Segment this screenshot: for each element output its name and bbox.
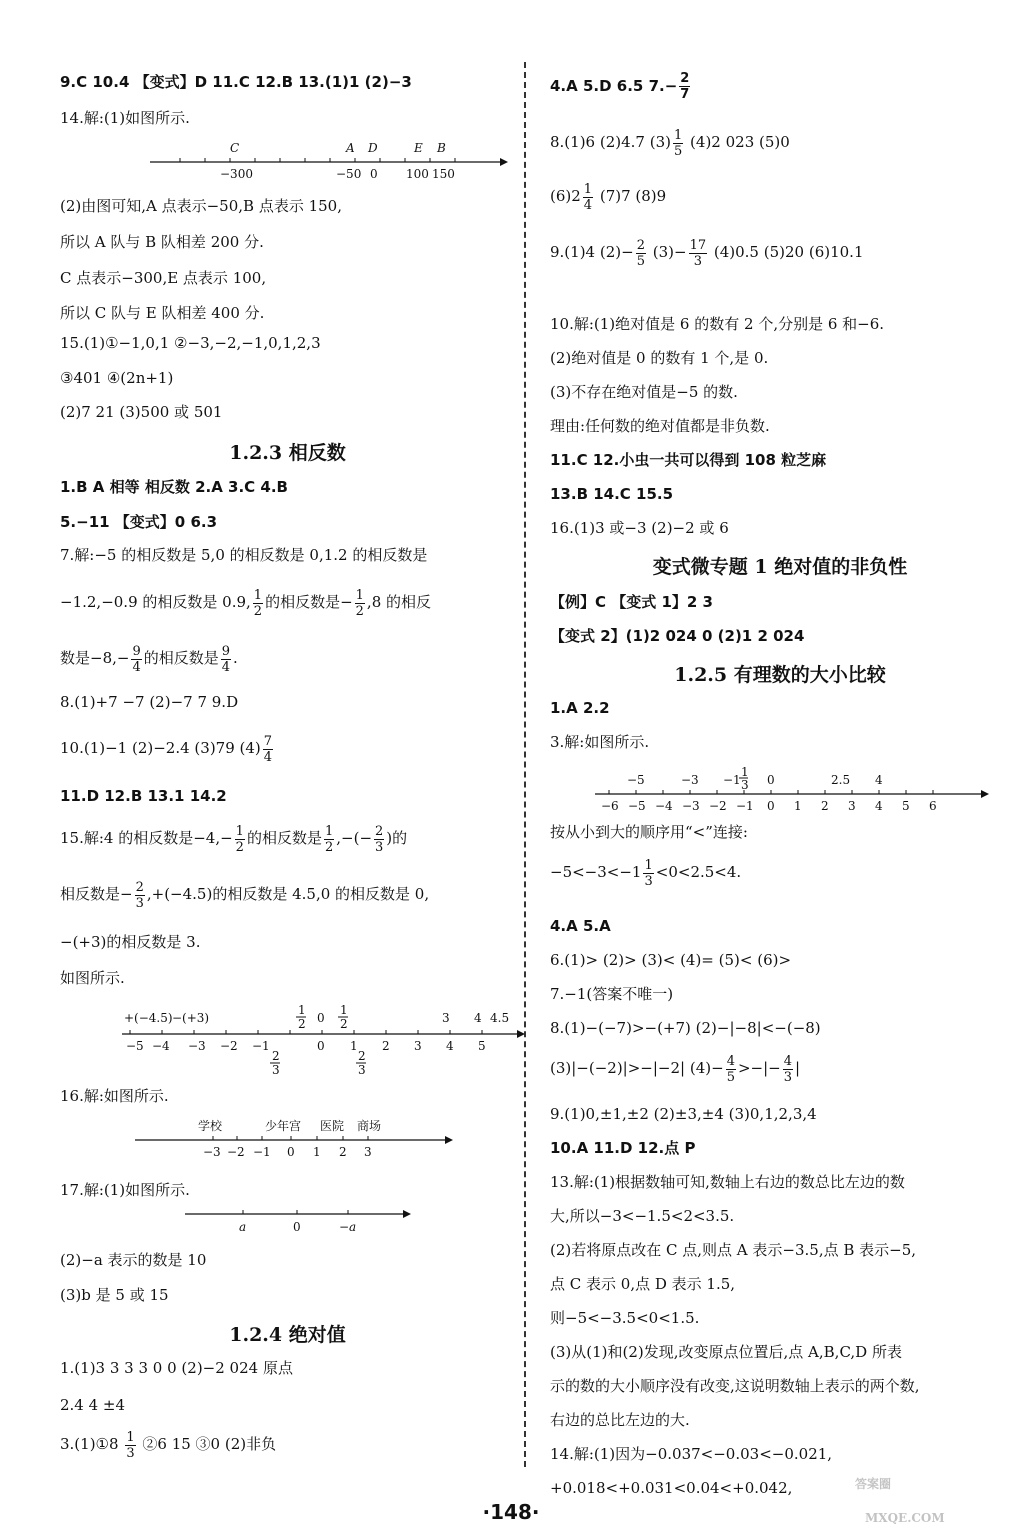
text-run: −1.2,−0.9 的相反数是 0.9, [60, 593, 251, 611]
answer-line: 点 C 表示 0,点 D 表示 1.5, [550, 1275, 736, 1293]
point-label-two-thirds: 2 [272, 1049, 280, 1063]
answer-line: ③401 ④(2n+1) [60, 369, 174, 387]
answer-line: C 点表示−300,E 点表示 100, [60, 269, 267, 287]
tick-label: 1 [313, 1145, 321, 1159]
fraction: $\frac{2}{7}$ [680, 71, 690, 102]
point-label: −1 [723, 773, 741, 787]
point-label-a: A [346, 141, 355, 155]
text-run: . [233, 649, 238, 667]
answer-line: 10.解:(1)绝对值是 6 的数有 2 个,分别是 6 和−6. [550, 315, 885, 333]
answer-line: (2)由图可知,A 点表示−50,B 点表示 150, [60, 197, 342, 215]
text-run: 15.解:4 的相反数是−4,− [60, 829, 233, 847]
tick-label: −50 [336, 167, 362, 181]
answer-line: (2)绝对值是 0 的数有 1 个,是 0. [550, 349, 769, 367]
tick-label: −4 [655, 799, 673, 813]
number-line-q14 [150, 132, 510, 182]
answer-line: 14.解:(1)因为−0.037<−0.03<−0.021, [550, 1445, 833, 1463]
answer-line: 8.(1)−(−7)>−(+7) (2)−|−8|<−(−8) [550, 1019, 821, 1037]
text-run: 的相反数是 [143, 649, 219, 667]
tick-label: 3 [414, 1039, 422, 1053]
fraction: $\frac{1}{5}$ [674, 127, 683, 159]
place-label: 商场 [357, 1119, 382, 1133]
point-label-third: 3 [741, 778, 749, 792]
text-run: (3)− [647, 243, 687, 261]
tick-label: −2 [227, 1145, 245, 1159]
answer-line [550, 1050, 800, 1086]
fraction: $\frac{7}{4}$ [263, 733, 273, 765]
tick-label: −1 [736, 799, 754, 813]
point-label-two-thirds: 3 [272, 1063, 280, 1077]
place-label: 学校 [198, 1119, 223, 1133]
text-run: ,+(−4.5)的相反数是 4.5,0 的相反数是 0, [146, 885, 430, 903]
point-label: 4 [875, 773, 883, 787]
tick-label: −3 [682, 799, 700, 813]
answer-line: (2)若将原点改在 C 点,则点 A 表示−3.5,点 B 表示−5, [550, 1241, 917, 1259]
tick-label: 1 [794, 799, 802, 813]
text-run: 10.(1)−1 (2)−2.4 (3)79 (4) [60, 739, 261, 757]
tick-label: 100 [406, 167, 429, 181]
answer-line: 1.A 2.2 [550, 699, 610, 717]
answer-line: 如图所示. [60, 969, 125, 987]
section-heading: 1.2.3 相反数 [229, 442, 346, 464]
answer-line: 16.解:如图所示. [60, 1087, 169, 1105]
column-divider [524, 62, 526, 1467]
answer-line [60, 1426, 276, 1462]
tick-label: 1 [350, 1039, 358, 1053]
point-label: −3 [681, 773, 699, 787]
answer-line: 11.C 12.小虫一共可以得到 108 粒芝麻 [550, 451, 827, 469]
text-run: ,8 的相反 [366, 593, 432, 611]
point-label: 0 [767, 773, 775, 787]
fraction: $\frac{1}{2}$ [235, 823, 244, 855]
tick-label: 150 [432, 167, 455, 181]
answer-line: 15.(1)①−1,0,1 ②−3,−2,−1,0,1,2,3 [60, 334, 321, 352]
answer-line: 9.(1)0,±1,±2 (2)±3,±4 (3)0,1,2,3,4 [550, 1105, 817, 1123]
tick-label: 0 [287, 1145, 295, 1159]
text-run: 3.(1)①8 [60, 1435, 124, 1453]
text-run: >−|− [737, 1059, 781, 1077]
point-label: 3 [442, 1011, 450, 1025]
tick-label: 6 [929, 799, 937, 813]
text-run: 相反数是− [60, 885, 133, 903]
point-label-d: D [368, 141, 378, 155]
tick-label: 3 [848, 799, 856, 813]
answer-line: 8.(1)+7 −7 (2)−7 7 9.D [60, 693, 239, 711]
text-run: 9.(1)4 (2)− [550, 243, 634, 261]
answer-line: 示的数的大小顺序没有改变,这说明数轴上表示的两个数, [550, 1377, 920, 1395]
fraction: $\frac{2}{3}$ [375, 823, 384, 855]
tick-label: 2 [382, 1039, 390, 1053]
fraction: $\frac{4}{3}$ [783, 1053, 793, 1085]
text-run: 4.A 5.D 6.5 7.− [550, 77, 678, 95]
section-heading: 1.2.5 有理数的大小比较 [674, 664, 886, 686]
tick-label: −5 [628, 799, 646, 813]
answer-line: 右边的总比左边的大. [550, 1411, 690, 1429]
watermark-url: MXQE.COM [865, 1511, 945, 1525]
fraction: $\frac{1}{2}$ [324, 823, 334, 855]
answer-line: 13.B 14.C 15.5 [550, 485, 674, 503]
text-run: 的相反数是− [265, 593, 353, 611]
point-label-half: 1 [340, 1003, 348, 1017]
text-run: <0<2.5<4. [655, 863, 742, 881]
point-label-two-thirds: 2 [358, 1049, 366, 1063]
point-label-neg-a: −a [339, 1220, 357, 1234]
tick-label: 0 [767, 799, 775, 813]
tick-label: 5 [902, 799, 910, 813]
tick-label: −2 [220, 1039, 238, 1053]
answer-line: 5.−11 【变式】0 6.3 [60, 513, 218, 531]
point-label: 0 [317, 1011, 325, 1025]
tick-label-origin: 0 [293, 1220, 301, 1234]
answer-line [550, 178, 666, 214]
tick-label: −300 [220, 167, 253, 181]
answer-line: 则−5<−3.5<0<1.5. [550, 1309, 700, 1327]
number-line-q15 [112, 998, 532, 1078]
answer-line: 按从小到大的顺序用“<”连接: [550, 823, 748, 841]
point-label-e: E [414, 141, 423, 155]
answer-line [550, 234, 864, 270]
point-label-half: 1 [298, 1003, 306, 1017]
tick-label: 2 [821, 799, 829, 813]
fraction: $\frac{1}{3}$ [126, 1429, 135, 1461]
point-label: 2.5 [831, 773, 851, 787]
fraction: $\frac{9}{4}$ [132, 643, 141, 675]
answer-line: 所以 C 队与 E 队相差 400 分. [60, 304, 265, 322]
fraction: $\frac{1}{3}$ [644, 857, 653, 889]
point-label: −(+3) [172, 1011, 210, 1025]
number-line-q3 [595, 764, 995, 820]
answer-line: 所以 A 队与 B 队相差 200 分. [60, 233, 264, 251]
point-label-c: C [230, 141, 240, 155]
answer-line: 1.(1)3 3 3 3 0 0 (2)−2 024 原点 [60, 1359, 293, 1377]
tick-label: −1 [252, 1039, 270, 1053]
text-run: (6)2 [550, 187, 581, 205]
tick-label: −2 [709, 799, 727, 813]
answer-line: 理由:任何数的绝对值都是非负数. [550, 417, 770, 435]
answer-line [550, 68, 692, 104]
text-run: | [795, 1059, 801, 1077]
fraction: $\frac{1}{4}$ [583, 181, 593, 213]
answer-line: 【变式 2】(1)2 024 0 (2)1 2 024 [550, 627, 805, 645]
answer-line: 3.解:如图所示. [550, 733, 650, 751]
tick-label: 2 [339, 1145, 347, 1159]
tick-label: 0 [317, 1039, 325, 1053]
text-run: 数是−8,− [60, 649, 130, 667]
answer-line [60, 730, 275, 766]
answer-line: +0.018<+0.031<0.04<+0.042, [550, 1479, 793, 1497]
answer-line: 1.B A 相等 相反数 2.A 3.C 4.B [60, 478, 288, 496]
tick-label: −6 [601, 799, 619, 813]
answer-line: 4.A 5.A [550, 917, 611, 935]
fraction: $\frac{9}{4}$ [221, 643, 231, 675]
point-label: 4 [474, 1011, 482, 1025]
answer-line: (2)7 21 (3)500 或 501 [60, 403, 223, 421]
section-heading: 变式微专题 1 绝对值的非负性 [652, 556, 908, 578]
point-label-half: 2 [340, 1017, 348, 1031]
text-run: (4)0.5 (5)20 (6)10.1 [709, 243, 864, 261]
place-label: 少年宫 [265, 1119, 302, 1133]
answer-line: 【例】C 【变式 1】2 3 [550, 593, 713, 611]
fraction: $\frac{2}{5}$ [636, 237, 645, 269]
tick-label: −1 [253, 1145, 271, 1159]
fraction: $\frac{1}{2}$ [253, 587, 263, 619]
text-run: 的相反数是 [246, 829, 322, 847]
point-label: −5 [627, 773, 645, 787]
number-line-q16 [135, 1112, 475, 1162]
tick-label: 4 [446, 1039, 454, 1053]
tick-label: 3 [364, 1145, 372, 1159]
number-line-q17 [185, 1200, 425, 1240]
point-label: +(−4.5) [124, 1011, 173, 1025]
tick-label: −4 [152, 1039, 170, 1053]
tick-label: −3 [188, 1039, 206, 1053]
watermark-logo [845, 1440, 1015, 1530]
answer-line: 9.C 10.4 【变式】D 11.C 12.B 13.(1)1 (2)−3 [60, 73, 412, 91]
answer-line: 16.(1)3 或−3 (2)−2 或 6 [550, 519, 729, 537]
answer-line [60, 584, 431, 620]
answer-line: 11.D 12.B 13.1 14.2 [60, 787, 227, 805]
answer-line: 14.解:(1)如图所示. [60, 109, 190, 127]
answer-line: 6.(1)> (2)> (3)< (4)= (5)< (6)> [550, 951, 792, 969]
tick-label: 4 [875, 799, 883, 813]
answer-line: (3)不存在绝对值是−5 的数. [550, 383, 738, 401]
answer-line: (3)从(1)和(2)发现,改变原点位置后,点 A,B,C,D 所表 [550, 1343, 902, 1361]
tick-label: −3 [203, 1145, 221, 1159]
answer-line: 17.解:(1)如图所示. [60, 1181, 190, 1199]
answer-line [60, 876, 429, 912]
answer-line: 大,所以−3<−1.5<2<3.5. [550, 1207, 735, 1225]
answer-line [60, 640, 238, 676]
answer-line: 10.A 11.D 12.点 P [550, 1139, 696, 1157]
point-label: 4.5 [490, 1011, 510, 1025]
answer-line: 7.−1(答案不唯一) [550, 985, 674, 1003]
tick-label: −5 [126, 1039, 144, 1053]
answer-line: (2)−a 表示的数是 10 [60, 1251, 207, 1269]
text-run: (7)7 (8)9 [595, 187, 667, 205]
text-run: 8.(1)6 (2)4.7 (3) [550, 133, 671, 151]
watermark-text: 答案圈 [855, 1477, 892, 1491]
text-run: )的 [386, 829, 408, 847]
text-run: (3)|−(−2)|>−|−2| (4)− [550, 1059, 724, 1077]
point-label-third: 1 [741, 765, 749, 779]
point-label-a: a [239, 1220, 247, 1234]
section-heading: 1.2.4 绝对值 [229, 1324, 346, 1346]
fraction: $\frac{4}{5}$ [726, 1053, 735, 1085]
text-run: ,−(− [336, 829, 373, 847]
text-run: ②6 15 ③0 (2)非负 [137, 1435, 277, 1453]
fraction: $\frac{17}{3}$ [689, 237, 707, 269]
answer-line: 7.解:−5 的相反数是 5,0 的相反数是 0,1.2 的相反数是 [60, 546, 428, 564]
answer-line [550, 124, 790, 160]
answer-line: −(+3)的相反数是 3. [60, 933, 201, 951]
point-label-two-thirds: 3 [358, 1063, 366, 1077]
answer-line [60, 820, 407, 856]
point-label-b: B [437, 141, 446, 155]
page-number: ·148· [482, 1500, 540, 1524]
fraction: $\frac{1}{2}$ [355, 587, 364, 619]
text-run: (4)2 023 (5)0 [685, 133, 790, 151]
text-run: −5<−3<−1 [550, 863, 642, 881]
answer-line: (3)b 是 5 或 15 [60, 1286, 169, 1304]
answer-line [550, 854, 741, 890]
answer-line: 2.4 4 ±4 [60, 1396, 126, 1414]
tick-label: 5 [478, 1039, 486, 1053]
tick-label: 0 [370, 167, 378, 181]
answer-line: 13.解:(1)根据数轴可知,数轴上右边的数总比左边的数 [550, 1173, 905, 1191]
place-label: 医院 [320, 1119, 345, 1133]
fraction: $\frac{2}{3}$ [135, 879, 144, 911]
point-label-half: 2 [298, 1017, 306, 1031]
